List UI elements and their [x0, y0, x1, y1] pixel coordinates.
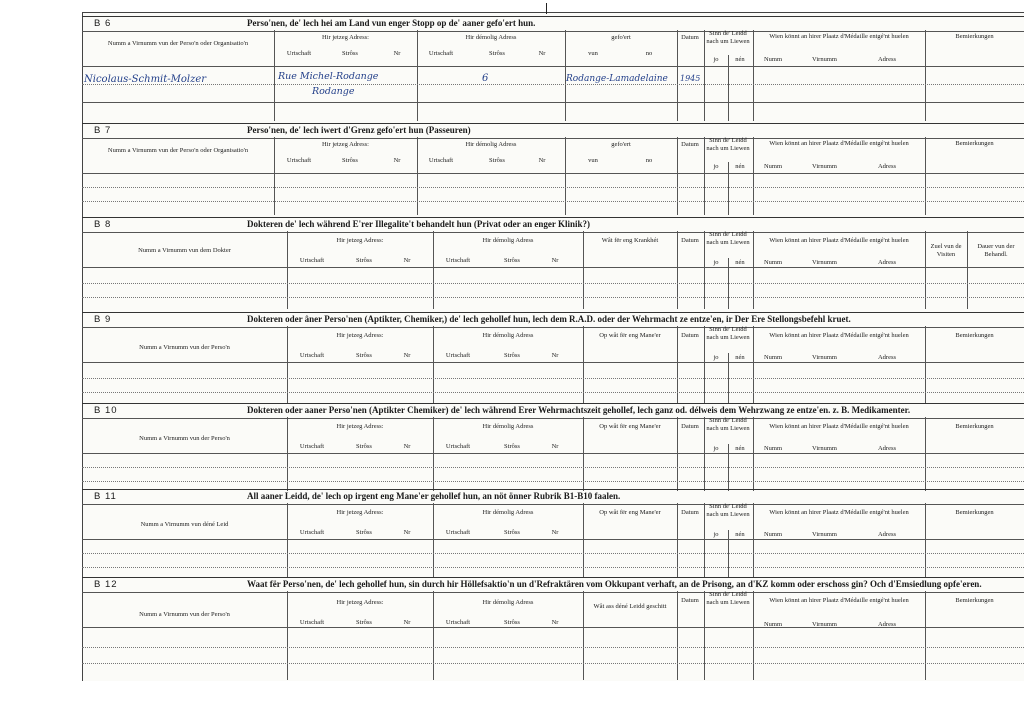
- col-former-address: Hir démolig Adress: [482, 237, 534, 244]
- col-medal: Wien könnt an hirer Plaatz d'Médaille entgé'nt huelen: [769, 237, 909, 244]
- column-headers: [82, 326, 1024, 363]
- col-nr-former: Nr: [538, 157, 546, 164]
- col-street-former: Strôss: [504, 352, 520, 359]
- section-code: B 11: [94, 491, 117, 502]
- col-yes: jo: [713, 259, 719, 266]
- col-town-former: Urtschaft: [445, 257, 471, 264]
- col-from: vun: [588, 157, 598, 164]
- col-current-address: Hir jetzeg Adress:: [336, 423, 384, 430]
- col-alive: Sinn de' Leidd nach um Liewen: [706, 326, 750, 341]
- section-code: B 6: [94, 18, 112, 29]
- col-name: Numm a Virnumm vun dem Dokter: [138, 247, 231, 254]
- col-town-former: Urtschaft: [445, 619, 471, 626]
- column-headers: [82, 231, 1024, 268]
- col-street-former: Strôss: [504, 443, 520, 450]
- col-to: no: [645, 50, 653, 57]
- col-visit-count: Zuel vun de Visiten: [930, 243, 962, 258]
- col-remarks: Bemierkungen: [955, 509, 994, 516]
- col-street-former: Strôss: [504, 619, 520, 626]
- col-medal-firstname: Virnumm: [812, 163, 837, 170]
- col-town-former: Urtschaft: [445, 529, 471, 536]
- section-title: Perso'nen, de' lech hei am Land vun enger Stopp op de' aaner gefo'ert hun.: [247, 18, 536, 28]
- col-town-former: Urtschaft: [428, 157, 454, 164]
- col-manner: Op wât fër eng Mane'er: [599, 332, 661, 339]
- col-medal-address: Adress: [877, 163, 897, 170]
- col-nr: Nr: [403, 352, 411, 359]
- fold-mark: [546, 3, 547, 14]
- col-medal-name: Numm: [763, 531, 783, 538]
- col-former-address: Hir démolig Adress: [482, 599, 534, 606]
- col-current-address: Hir jetzeg Adress:: [336, 237, 384, 244]
- handwritten-route: Rodange-Lamadelaine: [566, 74, 668, 84]
- col-medal-name: Numm: [763, 163, 783, 170]
- col-no: nén: [735, 445, 745, 452]
- col-former-address: Hir démolig Adress: [482, 332, 534, 339]
- col-street-former: Strôss: [504, 257, 520, 264]
- col-current-address: Hir jetzeg Adress:: [336, 332, 384, 339]
- col-street: Strôss: [356, 529, 372, 536]
- handwritten-name: Nicolaus-Schmit-Molzer: [84, 74, 207, 85]
- section-title: Dokteren oder aaner Perso'nen (Aptikter Chemiker) de' lech während Erer Wehrmachtszeit gehollef, lech ganz od. délweis dem Wehrzwang ze entze'en. z. B. Medikamenter.: [247, 405, 911, 415]
- col-street-former: Strôss: [489, 157, 505, 164]
- col-name: Numm a Virnumm vun der Perso'n: [139, 435, 230, 442]
- section-code: B 7: [94, 125, 112, 136]
- col-town: Urtschaft: [286, 157, 312, 164]
- section-b12: [82, 577, 1024, 680]
- col-medal-name: Numm: [763, 259, 783, 266]
- col-street: Strôss: [356, 257, 372, 264]
- col-medal-firstname: Virnumm: [812, 56, 837, 63]
- section-title: Perso'nen, de' lech iwert d'Grenz gefo'ert hun (Passeuren): [247, 125, 471, 135]
- section-code: B 8: [94, 219, 112, 230]
- col-medal-firstname: Virnumm: [812, 354, 837, 361]
- col-manner: Op wât fër eng Mane'er: [599, 423, 661, 430]
- col-street-former: Strôss: [504, 529, 520, 536]
- col-alive: Sinn de' Leidd nach um Liewen: [706, 503, 750, 518]
- handwritten-address-town: Rodange: [312, 86, 355, 97]
- col-remarks: Bemierkungen: [955, 597, 994, 604]
- col-hidden: gefo'ert: [611, 141, 631, 148]
- col-medal-name: Numm: [763, 621, 783, 628]
- col-town: Urtschaft: [286, 50, 312, 57]
- col-date: Datum: [681, 34, 699, 41]
- col-date: Datum: [681, 509, 699, 516]
- col-name: Numm a Virnumm vun déné Leid: [140, 521, 229, 528]
- col-medal-name: Numm: [763, 56, 783, 63]
- col-manner: Op wât fër eng Mane'er: [599, 509, 661, 516]
- section-title: Dokteren de' lech während E'rer Illegalite't behandelt hun (Privat oder an enger Klinik?): [247, 219, 591, 229]
- col-town: Urtschaft: [299, 529, 325, 536]
- col-name: Numm a Virnumm vun der Perso'n: [139, 611, 230, 618]
- col-medal: Wien könnt an hirer Plaatz d'Médaille entgé'nt huelen: [769, 332, 909, 339]
- col-medal-name: Numm: [763, 354, 783, 361]
- col-alive: Sinn de' Leidd nach um Liewen: [706, 417, 750, 432]
- col-street: Strôss: [356, 352, 372, 359]
- col-yes: jo: [713, 56, 719, 63]
- section-b7: [82, 123, 1024, 215]
- col-nr-former: Nr: [551, 443, 559, 450]
- col-nr: Nr: [403, 529, 411, 536]
- section-title: Dokteren oder âner Perso'nen (Aptikter, Chemiker,) de' lech gehollef hun, lech dem R.A.D. oder der Wehrmacht ze entze'en, ir Der Ere Stellongsbefehl kruet.: [247, 314, 851, 324]
- column-headers: [82, 591, 1024, 628]
- column-headers: [82, 417, 1024, 454]
- col-medal-address: Adress: [877, 445, 897, 452]
- col-nr: Nr: [393, 50, 401, 57]
- col-former-address: Hir démolig Adress: [465, 141, 517, 148]
- col-medal: Wien könnt an hirer Plaatz d'Médaille entgé'nt huelen: [769, 33, 909, 40]
- col-nr: Nr: [403, 257, 411, 264]
- col-medal-firstname: Virnumm: [812, 445, 837, 452]
- col-nr-former: Nr: [551, 529, 559, 536]
- col-illness: Wât fër eng Krankhét: [601, 237, 659, 244]
- section-b8: [82, 217, 1024, 309]
- col-yes: jo: [713, 445, 719, 452]
- col-no: nén: [735, 354, 745, 361]
- col-what-done: Wât ass déné Leidd geschitt: [593, 603, 667, 610]
- col-alive: Sinn de' Leidd nach um Liewen: [706, 231, 750, 246]
- col-town: Urtschaft: [299, 257, 325, 264]
- col-street: Strôss: [342, 157, 358, 164]
- column-headers: [82, 30, 1024, 67]
- col-town: Urtschaft: [299, 443, 325, 450]
- col-nr: Nr: [403, 619, 411, 626]
- section-b6: [82, 16, 1024, 121]
- col-remarks: Bemierkungen: [955, 423, 994, 430]
- col-former-address: Hir démolig Adress: [465, 34, 517, 41]
- column-headers: [82, 137, 1024, 174]
- section-title: All aaner Leidd, de' lech op irgent eng Mane'er gehollef hun, an nöt önner Rubrik B1-B10 faalen.: [247, 491, 621, 501]
- col-street: Strôss: [356, 443, 372, 450]
- section-code: B 12: [94, 579, 118, 590]
- col-yes: jo: [713, 354, 719, 361]
- col-current-address: Hir jetzeg Adress:: [336, 599, 384, 606]
- col-street: Strôss: [342, 50, 358, 57]
- col-current-address: Hir jetzeg Adress:: [322, 34, 369, 41]
- col-name: Numm a Virnumm vun der Perso'n oder Organisatio'n: [107, 147, 249, 154]
- col-street: Strôss: [356, 619, 372, 626]
- col-street-former: Strôss: [489, 50, 505, 57]
- col-town-former: Urtschaft: [445, 443, 471, 450]
- col-town: Urtschaft: [299, 619, 325, 626]
- col-yes: jo: [713, 531, 719, 538]
- col-alive: Sinn de' Leidd nach um Liewen: [706, 591, 750, 606]
- col-former-address: Hir démolig Adress: [482, 509, 534, 516]
- col-medal-address: Adress: [877, 621, 897, 628]
- col-medal: Wien könnt an hirer Plaatz d'Médaille entgé'nt huelen: [769, 423, 909, 430]
- col-nr: Nr: [403, 443, 411, 450]
- col-to: no: [645, 157, 653, 164]
- col-medal-address: Adress: [877, 531, 897, 538]
- col-nr: Nr: [393, 157, 401, 164]
- col-yes: jo: [713, 163, 719, 170]
- section-code: B 10: [94, 405, 118, 416]
- col-former-address: Hir démolig Adress: [482, 423, 534, 430]
- col-treatment-duration: Dauer vun der Behandl.: [977, 243, 1015, 258]
- handwritten-number: 6: [482, 73, 489, 84]
- col-town-former: Urtschaft: [445, 352, 471, 359]
- col-current-address: Hir jetzeg Adress:: [336, 509, 384, 516]
- col-date: Datum: [681, 423, 699, 430]
- col-name: Numm a Virnumm vun der Perso'n oder Organisatio'n: [107, 40, 249, 47]
- col-date: Datum: [681, 237, 699, 244]
- col-no: nén: [735, 531, 745, 538]
- handwritten-year: 1945: [680, 74, 701, 83]
- col-medal: Wien könnt an hirer Plaatz d'Médaille entgé'nt huelen: [769, 597, 909, 604]
- col-hidden: gefo'ert: [611, 34, 631, 41]
- col-remarks: Bemierkungen: [955, 332, 994, 339]
- section-b10: [82, 403, 1024, 491]
- section-title: Waat fër Perso'nen, de' lech gehollef hun, sin durch hir Höllefsaktio'n un d'Refraktären vom Okkupant verhaft, an de Prisong, an d'KZ komm oder erschoss gin? Och d'Emsiedlung opfe'eren.: [247, 579, 982, 589]
- column-headers: [82, 503, 1024, 540]
- col-medal-address: Adress: [877, 56, 897, 63]
- col-no: nén: [735, 163, 745, 170]
- col-medal-firstname: Virnumm: [812, 621, 837, 628]
- col-medal-address: Adress: [877, 354, 897, 361]
- section-b9: [82, 312, 1024, 404]
- col-medal: Wien könnt an hirer Plaatz d'Médaille entgé'nt huelen: [769, 509, 909, 516]
- col-nr-former: Nr: [551, 619, 559, 626]
- col-medal-firstname: Virnumm: [812, 531, 837, 538]
- col-medal-name: Numm: [763, 445, 783, 452]
- col-no: nén: [735, 259, 745, 266]
- col-remarks: Bemierkungen: [955, 140, 994, 147]
- section-b11: [82, 489, 1024, 577]
- col-no: nén: [735, 56, 745, 63]
- col-date: Datum: [681, 332, 699, 339]
- col-medal-address: Adress: [877, 259, 897, 266]
- col-alive: Sinn de' Leidd nach um Liewen: [706, 30, 750, 45]
- col-nr-former: Nr: [551, 352, 559, 359]
- col-date: Datum: [681, 597, 699, 604]
- col-name: Numm a Virnumm vun der Perso'n: [139, 344, 230, 351]
- col-medal: Wien könnt an hirer Plaatz d'Médaille entgé'nt huelen: [769, 140, 909, 147]
- handwritten-address-street: Rue Michel-Rodange: [278, 71, 379, 82]
- col-remarks: Bemierkungen: [955, 33, 994, 40]
- col-current-address: Hir jetzeg Adress:: [322, 141, 369, 148]
- col-nr-former: Nr: [538, 50, 546, 57]
- col-date: Datum: [681, 141, 699, 148]
- col-medal-firstname: Virnumm: [812, 259, 837, 266]
- col-from: vun: [588, 50, 598, 57]
- col-alive: Sinn de' Leidd nach um Liewen: [706, 137, 750, 152]
- col-nr-former: Nr: [551, 257, 559, 264]
- col-town-former: Urtschaft: [428, 50, 454, 57]
- col-town: Urtschaft: [299, 352, 325, 359]
- section-code: B 9: [94, 314, 112, 325]
